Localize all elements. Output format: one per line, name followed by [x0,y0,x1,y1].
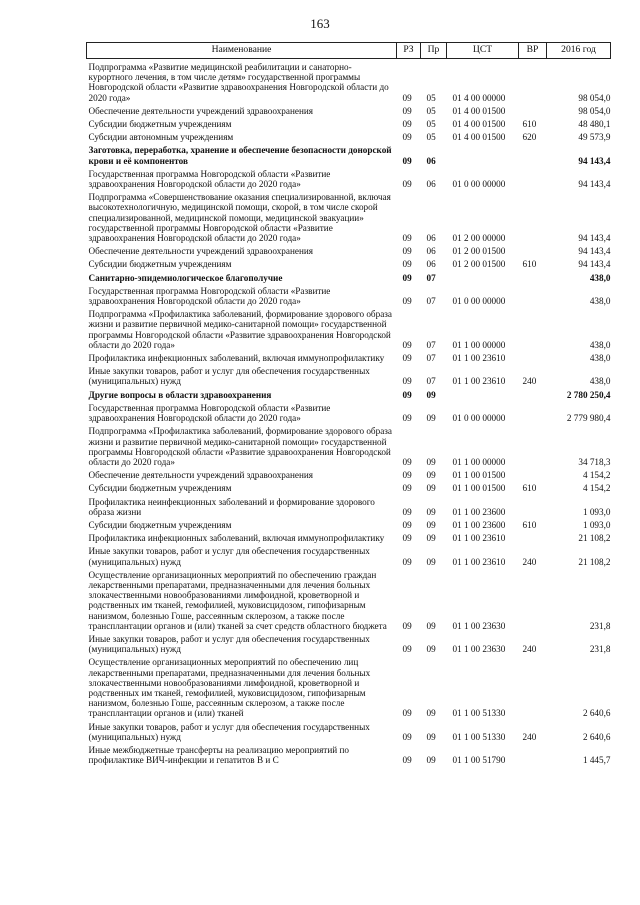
cell-rz: 09 [402,132,412,143]
cell-vr [519,567,547,631]
cell-cst: 01 4 00 00000 [452,92,506,103]
cell-cst: 01 1 00 00000 [452,456,506,467]
table-row [87,256,611,269]
budget-table [86,42,611,765]
cell-cst [447,270,519,283]
cell-cst: 01 1 00 23630 [452,644,506,655]
cell-pr: 09 [426,755,436,766]
table-row [87,480,611,493]
cell-cst: 01 1 00 23610 [452,376,506,387]
cell-pr: 07 [426,339,436,350]
cell-sum: 34 718,3 [578,456,611,467]
header-year: 2016 год [547,43,611,59]
cell-sum: 1 445,7 [582,755,611,766]
cell-vr: 610 [522,119,537,130]
cell-name: Профилактика инфекционных заболеваний, включая иммунопрофилактику [88,533,385,544]
cell-rz: 09 [402,470,412,481]
cell-rz: 09 [402,179,412,190]
cell-vr [519,350,547,363]
cell-pr: 07 [426,376,436,387]
cell-sum: 21 108,2 [578,533,611,544]
cell-pr: 06 [426,259,436,270]
cell-name: Санитарно-эпидемиологическое благополучие [88,272,283,283]
cell-sum: 2 780 250,4 [566,389,611,400]
cell-rz: 09 [402,353,412,364]
cell-vr: 240 [522,556,537,567]
table-row [87,543,611,566]
cell-name: Обеспечение деятельности учреждений здравоохранения [88,470,314,481]
table-header [87,43,611,59]
cell-vr [519,283,547,306]
table-body [87,59,611,766]
cell-cst: 01 2 00 01500 [452,246,506,257]
cell-sum: 21 108,2 [578,556,611,567]
cell-name: Подпрограмма «Профилактика заболеваний, формирование здорового образа жизни и развитие первичной медико-санитарной помощи» государственной программы Новгородской области «Развитие здравоохранения Новгородской области до 2020 года» [88,309,392,350]
cell-vr [519,59,547,103]
cell-vr [519,103,547,116]
cell-pr: 09 [426,506,436,517]
cell-name: Профилактика неинфекционных заболеваний и формирование здорового образа жизни [88,496,375,517]
table-row [87,243,611,256]
cell-sum: 438,0 [589,296,611,307]
header-name: Наименование [87,43,397,59]
cell-cst: 01 0 00 00000 [452,179,506,190]
cell-rz: 09 [402,105,412,116]
cell-name: Обеспечение деятельности учреждений здравоохранения [88,105,314,116]
cell-rz: 09 [402,519,412,530]
cell-vr [519,423,547,467]
table-row [87,467,611,480]
cell-cst: 01 1 00 51330 [452,708,506,719]
cell-vr [519,467,547,480]
table-row [87,400,611,423]
cell-cst: 01 1 00 23610 [452,353,506,364]
cell-cst: 01 4 00 01500 [452,105,506,116]
cell-pr: 09 [426,533,436,544]
header-pr: Пр [421,43,447,59]
cell-cst [447,387,519,400]
cell-name: Иные закупки товаров, работ и услуг для обеспечения государственных (муниципальных) нужд [88,633,370,655]
cell-vr [519,400,547,423]
cell-name: Профилактика инфекционных заболеваний, включая иммунопрофилактику [88,353,385,364]
cell-sum: 438,0 [589,376,611,387]
cell-rz: 09 [402,155,412,166]
cell-name: Иные закупки товаров, работ и услуг для обеспечения государственных (муниципальных) нужд [88,366,370,387]
cell-sum: 4 154,2 [582,483,611,494]
cell-pr: 06 [426,179,436,190]
cell-name: Подпрограмма «Развитие медицинской реабилитации и санаторно-курортного лечения, в том числе детям» государственной программы Новгородской области «Развитие здравоохранения Новгородской области до 2020 года» [88,62,389,103]
cell-name: Субсидии автономным учреждениям [88,132,234,143]
cell-sum: 2 640,6 [582,731,611,742]
cell-pr: 06 [426,155,436,166]
cell-pr: 05 [426,132,436,143]
cell-vr [519,530,547,543]
cell-cst: 01 1 00 51790 [452,755,506,766]
cell-cst: 01 1 00 00000 [452,339,506,350]
cell-sum: 438,0 [589,339,611,350]
cell-name: Другие вопросы в области здравоохранения [88,389,272,400]
cell-rz: 09 [402,339,412,350]
cell-vr [519,306,547,350]
cell-cst: 01 1 00 23630 [452,620,506,631]
cell-rz: 09 [402,456,412,467]
cell-vr [519,742,547,765]
cell-sum: 438,0 [589,272,611,283]
cell-sum: 94 143,4 [578,179,611,190]
table-row [87,350,611,363]
cell-vr [519,387,547,400]
cell-cst: 01 1 00 01500 [452,483,506,494]
cell-sum: 4 154,2 [582,470,611,481]
cell-vr: 610 [522,483,537,494]
cell-rz: 09 [402,620,412,631]
table-row [87,719,611,742]
table-row [87,103,611,116]
cell-sum: 94 143,4 [578,233,611,244]
cell-rz: 09 [402,731,412,742]
table-row [87,567,611,631]
cell-rz: 09 [402,233,412,244]
cell-vr [519,142,547,165]
cell-rz: 09 [402,259,412,270]
cell-name: Иные закупки товаров, работ и услуг для обеспечения государственных (муниципальных) нужд [88,546,370,567]
table-row [87,59,611,103]
table-row [87,129,611,142]
cell-cst: 01 1 00 23610 [452,533,506,544]
cell-sum: 98 054,0 [578,92,611,103]
cell-cst: 01 1 00 01500 [452,470,506,481]
header-rz: РЗ [397,43,421,59]
cell-sum: 2 640,6 [582,708,611,719]
table-row [87,166,611,189]
cell-pr: 09 [426,644,436,655]
cell-pr: 09 [426,620,436,631]
cell-rz: 09 [402,119,412,130]
cell-rz: 09 [402,506,412,517]
cell-vr: 620 [522,132,537,143]
cell-sum: 49 573,9 [578,132,611,143]
cell-name: Заготовка, переработка, хранение и обеспечение безопасности донорской крови и её компонентов [88,145,392,166]
cell-rz: 09 [402,556,412,567]
cell-name: Субсидии бюджетным учреждениям [88,259,232,270]
cell-sum: 48 480,1 [578,119,611,130]
cell-rz: 09 [402,755,412,766]
cell-pr: 05 [426,119,436,130]
cell-rz: 09 [402,376,412,387]
table-row [87,530,611,543]
cell-pr: 09 [426,470,436,481]
table-row [87,742,611,765]
cell-name: Государственная программа Новгородской области «Развитие здравоохранения Новгородской области до 2020 года» [88,168,331,190]
cell-vr: 610 [522,519,537,530]
cell-vr: 610 [522,259,537,270]
table-row [87,189,611,243]
table-row [87,270,611,283]
cell-sum: 1 093,0 [582,519,611,530]
table-row [87,387,611,400]
cell-sum: 231,8 [589,620,611,631]
table-row [87,116,611,129]
cell-cst: 01 2 00 00000 [452,233,506,244]
cell-sum: 231,8 [589,644,611,655]
table-row [87,142,611,165]
cell-cst: 01 4 00 01500 [452,132,506,143]
cell-name: Обеспечение деятельности учреждений здравоохранения [88,246,314,257]
cell-name: Государственная программа Новгородской области «Развитие здравоохранения Новгородской области до 2020 года» [88,285,331,307]
table-row [87,423,611,467]
cell-pr: 07 [426,353,436,364]
cell-pr: 09 [426,519,436,530]
cell-pr: 09 [426,731,436,742]
cell-pr: 09 [426,413,436,424]
cell-rz: 09 [402,708,412,719]
cell-sum: 2 779 980,4 [566,413,611,424]
cell-pr: 05 [426,92,436,103]
cell-rz: 09 [402,272,412,283]
table-row [87,494,611,517]
table-row [87,283,611,306]
cell-sum: 98 054,0 [578,105,611,116]
cell-pr: 06 [426,233,436,244]
cell-pr: 07 [426,296,436,307]
cell-rz: 09 [402,483,412,494]
cell-name: Субсидии бюджетным учреждениям [88,119,232,130]
cell-cst: 01 0 00 00000 [452,296,506,307]
cell-name: Иные закупки товаров, работ и услуг для обеспечения государственных (муниципальных) нужд [88,721,370,742]
table-row [87,306,611,350]
cell-pr: 05 [426,105,436,116]
header-vr: ВР [519,43,547,59]
cell-sum: 94 143,4 [578,246,611,257]
cell-vr [519,189,547,243]
table-row [87,654,611,718]
cell-vr: 240 [522,644,537,655]
cell-vr [519,243,547,256]
cell-vr: 240 [522,731,537,742]
cell-name: Подпрограмма «Профилактика заболеваний, формирование здорового образа жизни и развитие первичной медико-санитарной помощи» государственной программы Новгородской области «Развитие здравоохранения Новгородской области до 2020 года» [88,426,392,467]
cell-vr: 240 [522,376,537,387]
cell-vr [519,270,547,283]
table-row [87,631,611,654]
cell-cst: 01 1 00 23610 [452,556,506,567]
cell-rz: 09 [402,296,412,307]
cell-pr: 09 [426,456,436,467]
cell-rz: 09 [402,92,412,103]
cell-rz: 09 [402,413,412,424]
page-number: 163 [310,16,330,31]
cell-cst: 01 1 00 23600 [452,519,506,530]
cell-sum: 438,0 [589,353,611,364]
cell-cst: 01 4 00 01500 [452,119,506,130]
cell-rz: 09 [402,533,412,544]
cell-pr: 09 [426,708,436,719]
cell-name: Иные межбюджетные трансферты на реализацию мероприятий по профилактике ВИЧ-инфекции и гепатитов В и С [88,744,349,766]
cell-rz: 09 [402,389,412,400]
cell-rz: 09 [402,246,412,257]
cell-pr: 06 [426,246,436,257]
cell-cst: 01 1 00 23600 [452,506,506,517]
cell-sum: 1 093,0 [582,506,611,517]
cell-name: Подпрограмма «Совершенствование оказания специализированной, включая высокотехнологичную, медицинской помощи, скорой, в том числе скорой специализированной, медицинской помощи, медицинской эвакуации» государственной программы Новгородской области «Развитие здравоохранения Новгородской области до 2020 года» [88,192,391,244]
cell-name: Государственная программа Новгородской области «Развитие здравоохранения Новгородской области до 2020 года» [88,402,331,424]
table-row [87,363,611,386]
cell-cst: 01 0 00 00000 [452,413,506,424]
cell-name: Осуществление организационных мероприятий по обеспечению граждан лекарственными препаратами, предназначенными для лечения больных злокачественными новообразованиями лимфоидной, кроветворной и родственных им тканей, гемофилией, муковисцидозом, гипофизарным нанизмом, болезнью Гоше, рассеянным склерозом, а также после трансплантации органов и (или) тканей за счет средств областного бюджета [88,569,387,631]
cell-pr: 09 [426,389,436,400]
cell-sum: 94 143,4 [578,155,611,166]
table-row [87,517,611,530]
cell-rz: 09 [402,644,412,655]
cell-pr: 09 [426,556,436,567]
cell-name: Субсидии бюджетным учреждениям [88,483,232,494]
header-cst: ЦСТ [447,43,519,59]
cell-sum: 94 143,4 [578,259,611,270]
cell-pr: 07 [426,272,436,283]
cell-vr [519,654,547,718]
cell-name: Субсидии бюджетным учреждениям [88,519,232,530]
cell-pr: 09 [426,483,436,494]
cell-name: Осуществление организационных мероприятий по обеспечению лиц лекарственными препаратами, предназначенными для лечения больных злокачественными новообразованиями лимфоидной, кроветворной и родственных им тканей, гемофилией, муковисцидозом, гипофизарным нанизмом, болезнью Гоше, рассеянным склерозом, а также после трансплантации органов и (или) тканей [88,657,371,719]
cell-cst: 01 2 00 01500 [452,259,506,270]
cell-vr [519,494,547,517]
cell-cst [447,142,519,165]
cell-vr [519,166,547,189]
cell-cst: 01 1 00 51330 [452,731,506,742]
